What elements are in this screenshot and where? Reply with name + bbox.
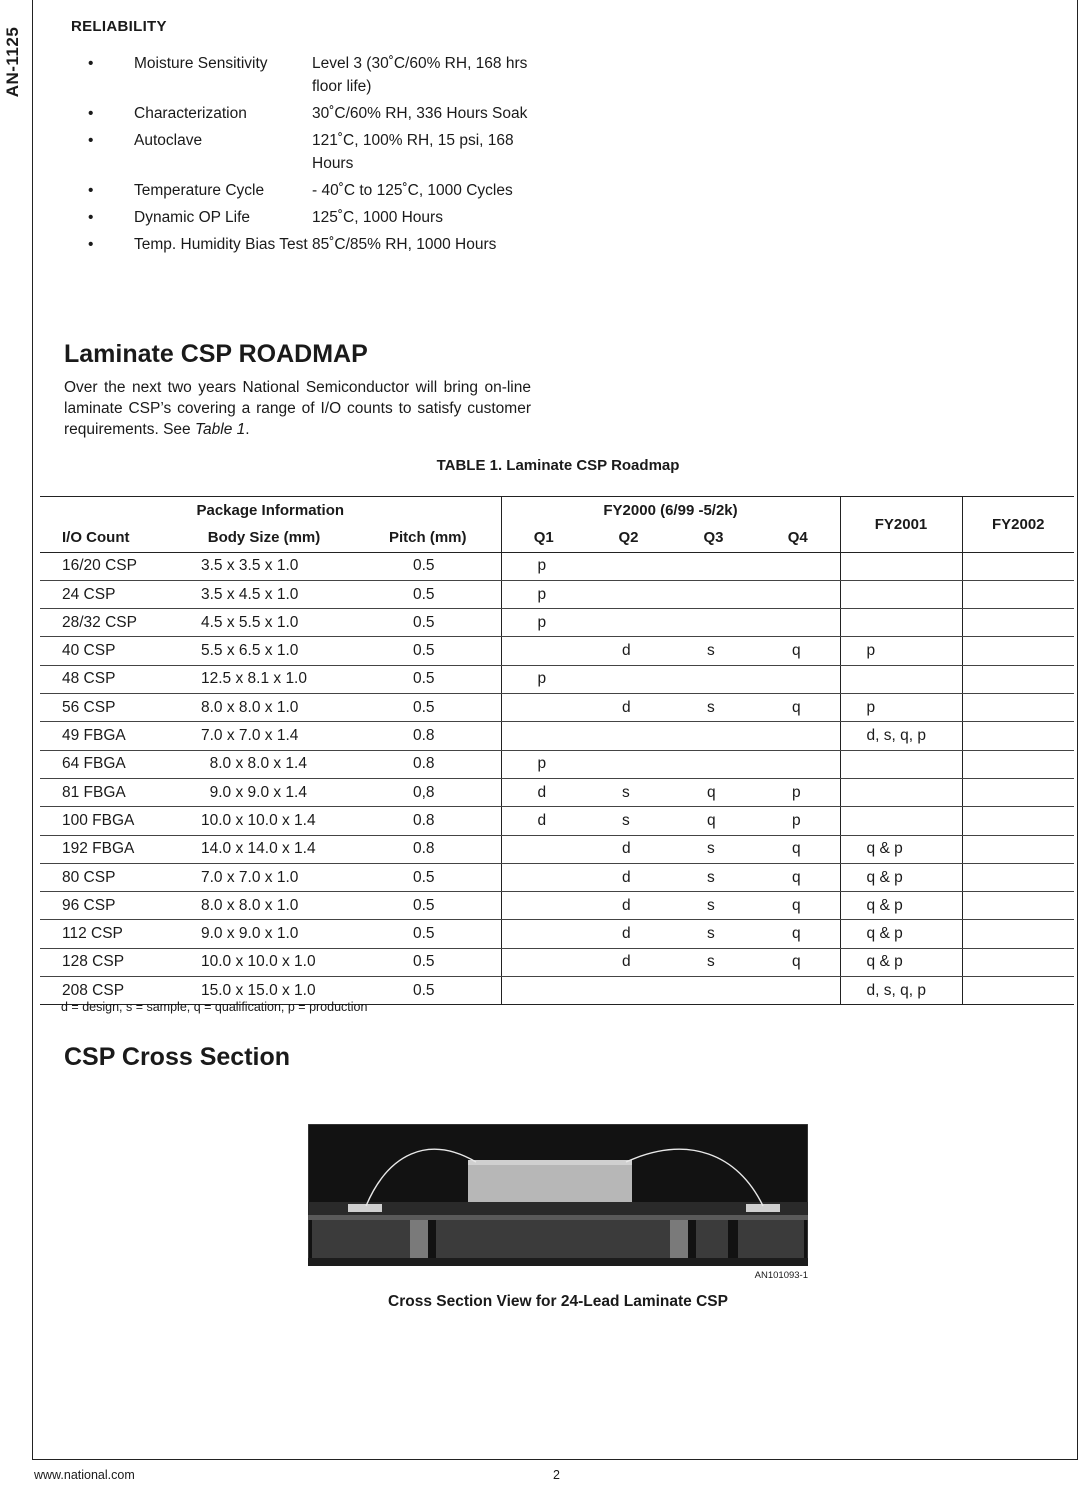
reliability-value: 30˚C/60% RH, 336 Hours Soak (312, 105, 528, 122)
cell-io-count: 80 CSP (40, 863, 173, 891)
cell-fy2001 (840, 665, 962, 693)
table-row (40, 552, 1074, 580)
cell-q2 (586, 609, 671, 637)
cell-body-size: 8.0 x 8.0 x 1.0 (173, 694, 355, 722)
roadmap-intro (64, 377, 531, 440)
figure-caption: Cross Section View for 24-Lead Laminate CSP (388, 1293, 728, 1310)
table-row (40, 750, 1074, 778)
reliability-value: Level 3 (30˚C/60% RH, 168 hrs floor life) (312, 55, 528, 95)
header-fy2001: FY2001 (840, 497, 962, 553)
cell-q4: q (756, 948, 840, 976)
cell-q3: q (671, 807, 756, 835)
cell-fy2001: p (840, 637, 962, 665)
roadmap-heading: Laminate CSP ROADMAP (64, 340, 368, 368)
cell-fy2002 (962, 637, 1074, 665)
cell-q2 (586, 580, 671, 608)
cell-q1 (501, 637, 586, 665)
cell-pitch: 0.5 (355, 694, 501, 722)
cell-fy2002 (962, 778, 1074, 806)
reliability-bullet: • (88, 236, 94, 253)
reliability-bullet: • (88, 105, 94, 122)
cell-q1 (501, 722, 586, 750)
cell-q3 (671, 580, 756, 608)
cell-q4 (756, 722, 840, 750)
cell-q1 (501, 835, 586, 863)
reliability-value: 85˚C/85% RH, 1000 Hours (312, 236, 497, 253)
cell-io-count: 100 FBGA (40, 807, 173, 835)
col-io-count: I/O Count (40, 524, 173, 552)
reliability-name: Autoclave (134, 132, 203, 149)
intro-end: . (245, 421, 250, 438)
cell-q2: d (586, 863, 671, 891)
cell-io-count: 28/32 CSP (40, 609, 173, 637)
cell-q1: p (501, 665, 586, 693)
cell-q1: p (501, 609, 586, 637)
cell-body-size: 7.0 x 7.0 x 1.0 (173, 863, 355, 891)
cell-fy2002 (962, 694, 1074, 722)
cell-pitch: 0.5 (355, 948, 501, 976)
reliability-title: RELIABILITY (71, 18, 167, 35)
table-row (40, 694, 1074, 722)
table-row (40, 863, 1074, 891)
cell-pitch: 0.5 (355, 552, 501, 580)
col-q4: Q4 (756, 524, 840, 552)
cell-q2: d (586, 948, 671, 976)
reliability-item (88, 179, 538, 202)
cell-io-count: 40 CSP (40, 637, 173, 665)
cell-q4: q (756, 694, 840, 722)
cell-fy2001 (840, 552, 962, 580)
cell-q4 (756, 977, 840, 1005)
cell-fy2002 (962, 835, 1074, 863)
cell-pitch: 0.5 (355, 863, 501, 891)
cell-q3 (671, 552, 756, 580)
reliability-bullet: • (88, 55, 94, 72)
cell-fy2001: q & p (840, 920, 962, 948)
cell-q3: s (671, 863, 756, 891)
cell-q2: s (586, 807, 671, 835)
cell-q4 (756, 609, 840, 637)
cross-section-image (308, 1124, 808, 1266)
cell-io-count: 48 CSP (40, 665, 173, 693)
cell-fy2002 (962, 977, 1074, 1005)
reliability-value: 121˚C, 100% RH, 15 psi, 168 Hours (312, 132, 514, 172)
cell-fy2002 (962, 750, 1074, 778)
cell-q4: p (756, 807, 840, 835)
cell-fy2002 (962, 892, 1074, 920)
cell-fy2001: d, s, q, p (840, 977, 962, 1005)
reliability-bullet: • (88, 182, 94, 199)
cell-q4 (756, 665, 840, 693)
cell-q2: d (586, 892, 671, 920)
cell-q3: s (671, 835, 756, 863)
reliability-bullet: • (88, 209, 94, 226)
cell-fy2001 (840, 807, 962, 835)
cell-pitch: 0.5 (355, 665, 501, 693)
cell-fy2002 (962, 807, 1074, 835)
reliability-name: Temperature Cycle (134, 182, 265, 199)
document-number-tab (0, 0, 29, 120)
reliability-item (88, 102, 538, 125)
header-fy2002: FY2002 (962, 497, 1074, 553)
cell-q2 (586, 665, 671, 693)
cell-io-count: 96 CSP (40, 892, 173, 920)
cell-q4 (756, 750, 840, 778)
cell-body-size: 3.5 x 4.5 x 1.0 (173, 580, 355, 608)
cell-q4: q (756, 863, 840, 891)
cell-io-count: 16/20 CSP (40, 552, 173, 580)
cell-body-size: 8.0 x 8.0 x 1.4 (173, 750, 355, 778)
cell-fy2002 (962, 552, 1074, 580)
cell-q1: d (501, 778, 586, 806)
cell-fy2001: q & p (840, 892, 962, 920)
cell-q2: d (586, 637, 671, 665)
table-row (40, 948, 1074, 976)
cell-body-size: 7.0 x 7.0 x 1.4 (173, 722, 355, 750)
footer-url[interactable]: www.national.com (34, 1468, 135, 1482)
cell-q2 (586, 722, 671, 750)
cell-pitch: 0.5 (355, 977, 501, 1005)
table-row (40, 580, 1074, 608)
cell-pitch: 0,8 (355, 778, 501, 806)
col-q2: Q2 (586, 524, 671, 552)
cell-body-size: 12.5 x 8.1 x 1.0 (173, 665, 355, 693)
cell-io-count: 24 CSP (40, 580, 173, 608)
reliability-name: Temp. Humidity Bias Test (134, 236, 308, 253)
cell-body-size: 9.0 x 9.0 x 1.4 (173, 778, 355, 806)
cell-fy2001 (840, 778, 962, 806)
cell-q3: s (671, 637, 756, 665)
cell-q3: s (671, 948, 756, 976)
cell-q2 (586, 977, 671, 1005)
cell-pitch: 0.5 (355, 892, 501, 920)
cell-q1 (501, 694, 586, 722)
cell-q1 (501, 948, 586, 976)
cell-pitch: 0.5 (355, 637, 501, 665)
cell-pitch: 0.8 (355, 835, 501, 863)
cell-body-size: 3.5 x 3.5 x 1.0 (173, 552, 355, 580)
cell-pitch: 0.8 (355, 750, 501, 778)
cell-q4: q (756, 892, 840, 920)
cell-q1: p (501, 580, 586, 608)
cell-q2 (586, 750, 671, 778)
cell-io-count: 128 CSP (40, 948, 173, 976)
cell-q2: d (586, 920, 671, 948)
cell-body-size: 5.5 x 6.5 x 1.0 (173, 637, 355, 665)
cell-q1 (501, 863, 586, 891)
reliability-value: - 40˚C to 125˚C, 1000 Cycles (312, 182, 513, 199)
cell-q2 (586, 552, 671, 580)
cell-io-count: 81 FBGA (40, 778, 173, 806)
cell-body-size: 10.0 x 10.0 x 1.4 (173, 807, 355, 835)
table-row (40, 778, 1074, 806)
cell-body-size: 9.0 x 9.0 x 1.0 (173, 920, 355, 948)
cell-q3 (671, 722, 756, 750)
cell-q1 (501, 977, 586, 1005)
cell-fy2001 (840, 609, 962, 637)
cell-fy2001: p (840, 694, 962, 722)
cell-q3 (671, 665, 756, 693)
cell-fy2002 (962, 863, 1074, 891)
reliability-item (88, 52, 538, 98)
cell-q1 (501, 892, 586, 920)
roadmap-table-body (40, 552, 1074, 1005)
cell-fy2001: d, s, q, p (840, 722, 962, 750)
cell-q4: q (756, 637, 840, 665)
cell-io-count: 208 CSP (40, 977, 173, 1005)
header-fy2000: FY2000 (6/99 -5/2k) (501, 497, 840, 525)
col-pitch: Pitch (mm) (355, 524, 501, 552)
table-row (40, 892, 1074, 920)
reliability-item (88, 233, 538, 256)
cell-body-size: 4.5 x 5.5 x 1.0 (173, 609, 355, 637)
table-caption: TABLE 1. Laminate CSP Roadmap (436, 457, 680, 474)
reliability-value: 125˚C, 1000 Hours (312, 209, 443, 226)
cell-fy2002 (962, 948, 1074, 976)
cell-io-count: 49 FBGA (40, 722, 173, 750)
cell-q4 (756, 580, 840, 608)
cell-pitch: 0.5 (355, 580, 501, 608)
table-row (40, 920, 1074, 948)
cell-q1: p (501, 552, 586, 580)
cell-q3: s (671, 694, 756, 722)
cell-fy2002 (962, 665, 1074, 693)
cell-q3: s (671, 920, 756, 948)
table-row (40, 835, 1074, 863)
cell-q3: q (671, 778, 756, 806)
cell-fy2002 (962, 609, 1074, 637)
reliability-name: Characterization (134, 105, 247, 122)
cell-pitch: 0.5 (355, 920, 501, 948)
document-number: AN-1125 (3, 26, 22, 98)
page-number: 2 (553, 1468, 560, 1482)
cell-q1: d (501, 807, 586, 835)
cell-pitch: 0.8 (355, 807, 501, 835)
cell-q3: s (671, 892, 756, 920)
cell-q4: q (756, 835, 840, 863)
col-q3: Q3 (671, 524, 756, 552)
reliability-list (88, 52, 538, 260)
cell-fy2002 (962, 580, 1074, 608)
cell-fy2001: q & p (840, 863, 962, 891)
table-row (40, 637, 1074, 665)
cell-fy2001: q & p (840, 948, 962, 976)
cell-q1: p (501, 750, 586, 778)
cell-q4: q (756, 920, 840, 948)
cross-section-heading: CSP Cross Section (64, 1043, 291, 1071)
cell-io-count: 64 FBGA (40, 750, 173, 778)
cell-body-size: 14.0 x 14.0 x 1.4 (173, 835, 355, 863)
cell-fy2002 (962, 920, 1074, 948)
header-package-info: Package Information (40, 497, 501, 525)
cell-body-size: 10.0 x 10.0 x 1.0 (173, 948, 355, 976)
cell-q1 (501, 920, 586, 948)
cell-q4 (756, 552, 840, 580)
cell-q3 (671, 750, 756, 778)
roadmap-table (40, 496, 1074, 1005)
cell-q2: s (586, 778, 671, 806)
table-legend: d = design, s = sample, q = qualification, p = production (61, 1000, 368, 1014)
cell-q2: d (586, 694, 671, 722)
cell-io-count: 56 CSP (40, 694, 173, 722)
cell-io-count: 192 FBGA (40, 835, 173, 863)
cell-pitch: 0.5 (355, 609, 501, 637)
reliability-name: Moisture Sensitivity (134, 55, 268, 72)
table-row (40, 665, 1074, 693)
cell-fy2001 (840, 580, 962, 608)
reliability-item (88, 129, 538, 175)
cell-fy2001: q & p (840, 835, 962, 863)
cell-body-size: 8.0 x 8.0 x 1.0 (173, 892, 355, 920)
reliability-bullet: • (88, 132, 94, 149)
col-body-size: Body Size (mm) (173, 524, 355, 552)
cell-io-count: 112 CSP (40, 920, 173, 948)
cell-pitch: 0.8 (355, 722, 501, 750)
cell-fy2002 (962, 722, 1074, 750)
table-row (40, 609, 1074, 637)
figure-id: AN101093-1 (754, 1270, 808, 1281)
cell-q3 (671, 609, 756, 637)
cell-q4: p (756, 778, 840, 806)
cell-fy2001 (840, 750, 962, 778)
table-row (40, 722, 1074, 750)
intro-text: Over the next two years National Semiconductor will bring on-line laminate CSP’s covering a range of I/O counts to satisfy customer requirements. See (64, 379, 531, 438)
cell-q2: d (586, 835, 671, 863)
cell-body-size: 15.0 x 15.0 x 1.0 (173, 977, 355, 1005)
table-row (40, 807, 1074, 835)
reliability-item (88, 206, 538, 229)
cell-q3 (671, 977, 756, 1005)
reliability-name: Dynamic OP Life (134, 209, 251, 226)
table-reference: Table 1 (194, 421, 246, 438)
col-q1: Q1 (501, 524, 586, 552)
